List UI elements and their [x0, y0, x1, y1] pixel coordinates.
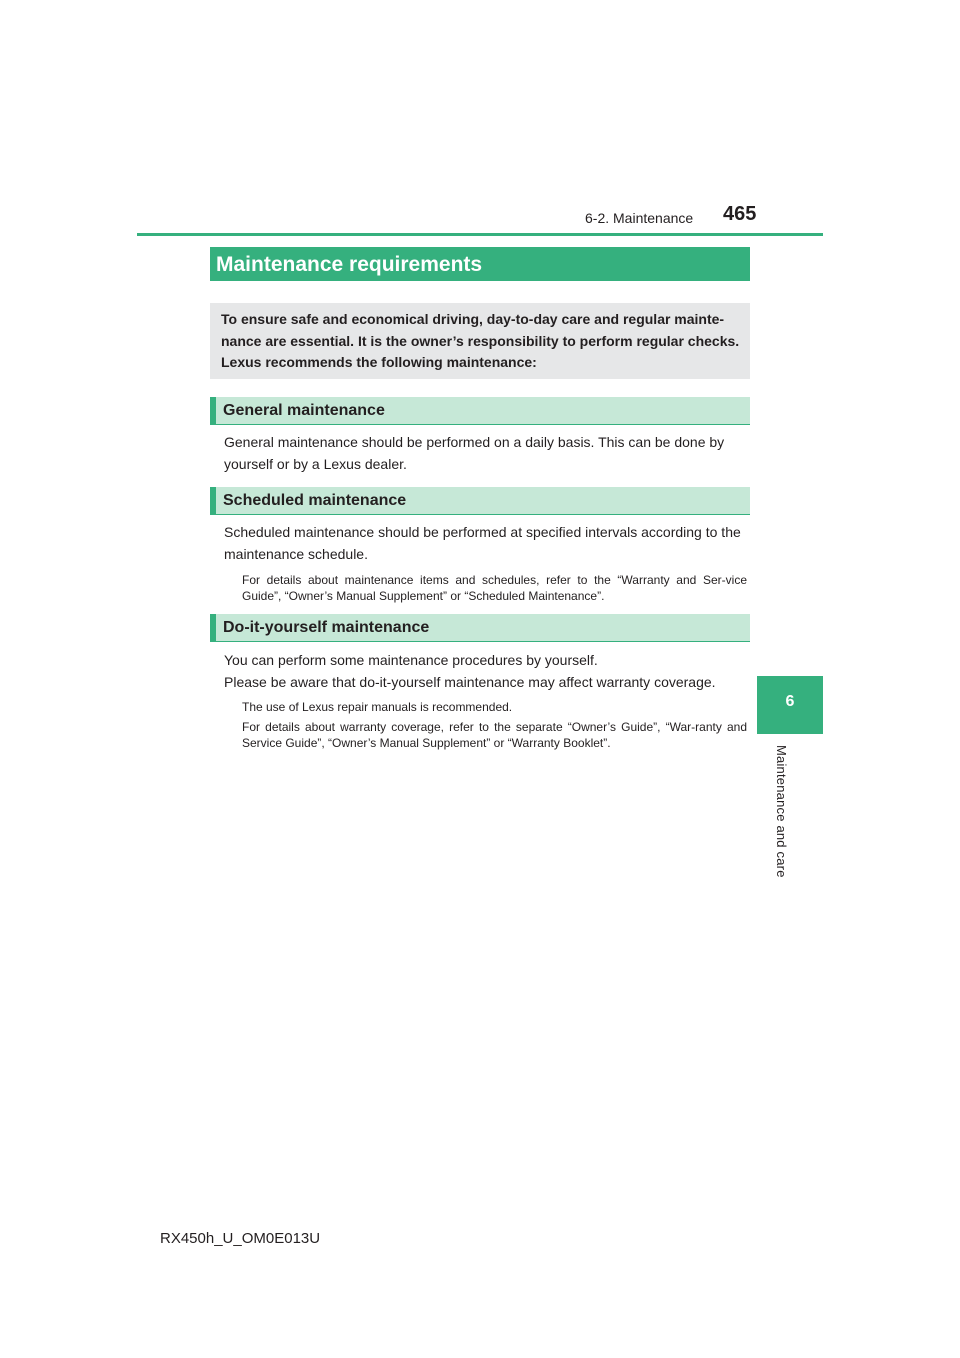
section-body-general: [224, 431, 749, 475]
header-rule: [137, 233, 823, 236]
section-heading-scheduled: Scheduled maintenance: [210, 487, 750, 515]
paragraph: General maintenance should be performed on a daily basis. This can be done by yourself or by a Lexus dealer.: [224, 434, 725, 472]
chapter-tab[interactable]: 6: [757, 676, 823, 734]
section-body-scheduled: [224, 521, 749, 565]
section-heading-diy: Do-it-yourself maintenance: [210, 614, 750, 642]
page-number: 465: [723, 203, 757, 225]
section-body-diy: [224, 649, 749, 693]
paragraph: Scheduled maintenance should be performed at specified intervals according to the maintenance schedule.: [224, 524, 741, 562]
note: For details about maintenance items and schedules, refer to the “Warranty and Ser-vice Guide”, “Owner’s Manual Supplement” or “Scheduled Maintenance”.: [242, 573, 747, 603]
header-section-title: 6-2. Maintenance: [585, 210, 694, 226]
chapter-label: Maintenance and care: [774, 745, 789, 878]
page-title: Maintenance requirements: [210, 247, 750, 281]
footer-model-code: RX450h_U_OM0E013U: [160, 1230, 321, 1247]
section-notes-diy: [242, 699, 747, 755]
note: The use of Lexus repair manuals is recommended.: [242, 700, 513, 714]
paragraph: Please be aware that do-it-yourself maintenance may affect warranty coverage.: [224, 674, 716, 690]
paragraph: You can perform some maintenance procedures by yourself.: [224, 652, 598, 668]
note: For details about warranty coverage, refer to the separate “Owner’s Guide”, “War-ranty and Service Guide”, “Owner’s Manual Supplement” or “Warranty Booklet”.: [242, 720, 747, 750]
intro-box: To ensure safe and economical driving, day-to-day care and regular mainte-nance are essential. It is the owner’s responsibility to perform regular checks. Lexus recommends the following maintenance:: [210, 303, 750, 379]
section-notes-scheduled: [242, 572, 747, 608]
section-heading-general: General maintenance: [210, 397, 750, 425]
